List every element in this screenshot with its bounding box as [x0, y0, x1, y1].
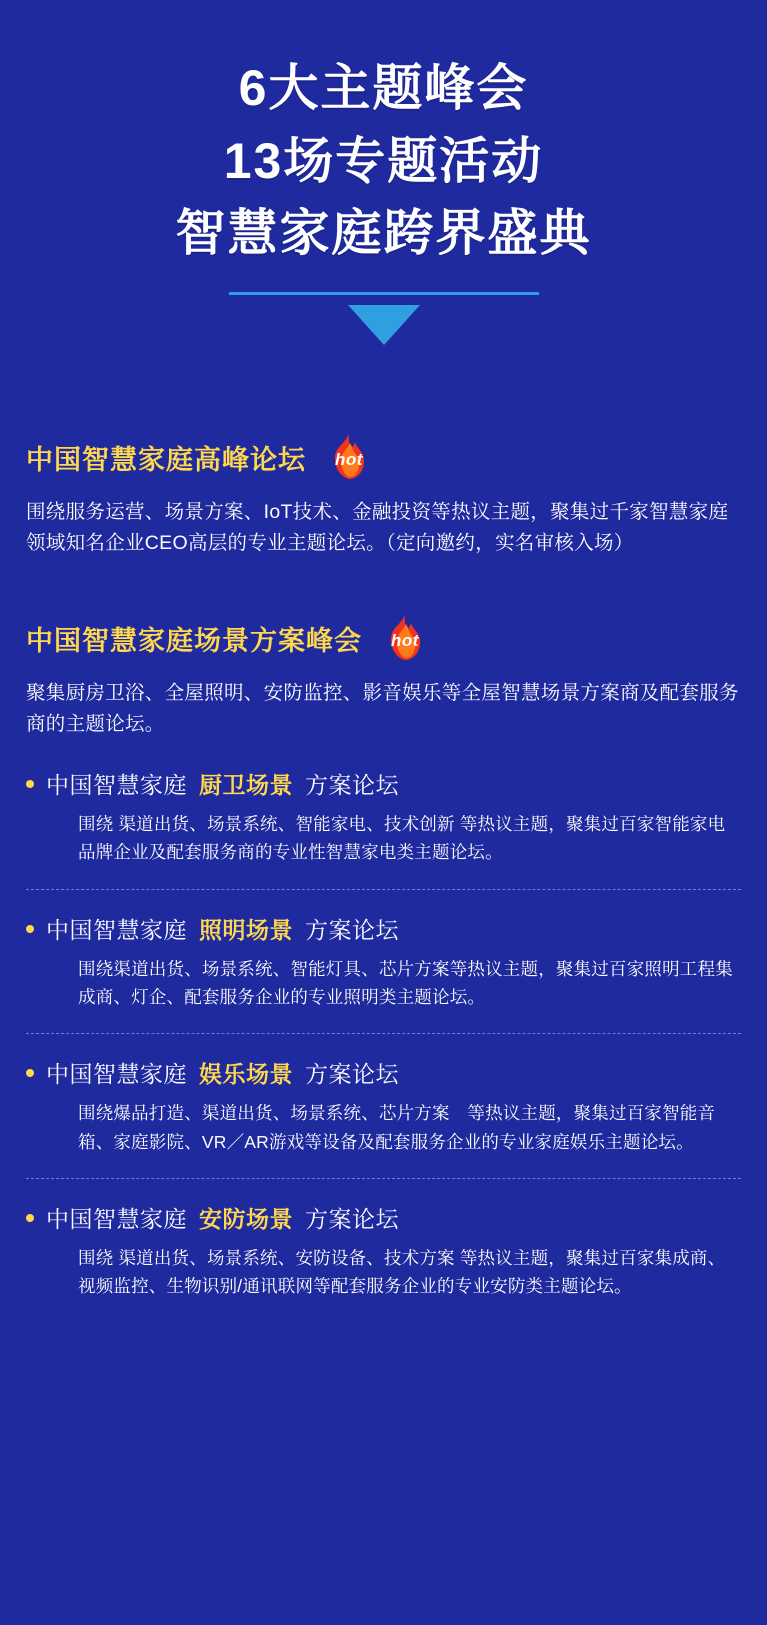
hero-banner	[0, 0, 767, 345]
section-title: 中国智慧家庭场景方案峰会	[26, 626, 362, 657]
hero-line-3: 智慧家庭跨界盛典	[175, 205, 592, 261]
section-summit-forum	[26, 433, 741, 560]
down-arrow-icon	[348, 305, 420, 345]
list-item	[26, 767, 741, 890]
forum-title	[26, 912, 741, 945]
section-header	[26, 433, 741, 483]
list-item	[26, 912, 741, 1035]
forum-title-prefix: 中国智慧家庭	[46, 916, 187, 943]
forum-title-suffix: 方案论坛	[305, 1061, 399, 1088]
section-scenario-summit	[26, 614, 741, 1323]
forum-description: 围绕 渠道出货、场景系统、安防设备、技术方案 等热议主题，聚集过百家集成商、视频监控、生物识别/通讯联网等配套服务企业的专业安防类主题论坛。	[78, 1247, 726, 1297]
hero-line-1: 6大主题峰会	[238, 60, 529, 116]
section-header	[26, 614, 741, 664]
forum-description: 围绕 渠道出货、场景系统、智能家电、技术创新 等热议主题，聚集过百家智能家电品牌企业及配套服务商的专业性智慧家电类主题论坛。	[78, 813, 726, 863]
list-item	[26, 1056, 741, 1179]
forum-title-prefix: 中国智慧家庭	[46, 1061, 187, 1088]
list-item	[26, 1201, 741, 1323]
hot-badge	[318, 433, 380, 483]
forum-title-highlight: 照明场景	[199, 916, 293, 943]
forum-title-prefix: 中国智慧家庭	[46, 1205, 187, 1232]
forum-title-prefix: 中国智慧家庭	[46, 771, 187, 798]
forum-title	[26, 1201, 741, 1234]
forum-title-highlight: 娱乐场景	[199, 1061, 293, 1088]
forum-title-suffix: 方案论坛	[305, 916, 399, 943]
content-area	[0, 345, 767, 1417]
forum-list	[26, 767, 741, 1323]
bullet-dot-icon	[26, 1069, 34, 1077]
forum-description: 围绕渠道出货、场景系统、智能灯具、芯片方案等热议主题，聚集过百家照明工程集成商、灯企、配套服务企业的专业照明类主题论坛。	[78, 958, 733, 1007]
hero-divider	[229, 292, 539, 295]
bullet-dot-icon	[26, 780, 34, 788]
forum-title-highlight: 安防场景	[199, 1205, 293, 1232]
forum-title	[26, 767, 741, 800]
section-title: 中国智慧家庭高峰论坛	[26, 445, 306, 475]
hot-badge-label: hot	[335, 449, 363, 469]
bullet-dot-icon	[26, 1214, 34, 1222]
section-description: 围绕服务运营、场景方案、IoT技术、金融投资等热议主题，聚集过千家智慧家庭领域知名企业CEO高层的专业主题论坛。（定向邀约，实名审核入场）	[26, 500, 729, 555]
hot-badge-label: hot	[391, 630, 419, 650]
forum-description: 围绕爆品打造、渠道出货、场景系统、芯片方案 等热议主题，聚集过百家智能音箱、家庭影院、VR／AR游戏等设备及配套服务企业的专业家庭娱乐主题论坛。	[78, 1103, 716, 1152]
forum-title-suffix: 方案论坛	[305, 1205, 399, 1232]
section-description: 聚集厨房卫浴、全屋照明、安防监控、影音娱乐等全屋智慧场景方案商及配套服务商的主题论坛。	[26, 681, 739, 736]
hero-line-2: 13场专题活动	[223, 132, 544, 189]
hot-badge	[374, 614, 436, 664]
bullet-dot-icon	[26, 925, 34, 933]
forum-title-suffix: 方案论坛	[305, 771, 399, 798]
forum-title-highlight: 厨卫场景	[199, 771, 293, 798]
forum-title	[26, 1056, 741, 1089]
